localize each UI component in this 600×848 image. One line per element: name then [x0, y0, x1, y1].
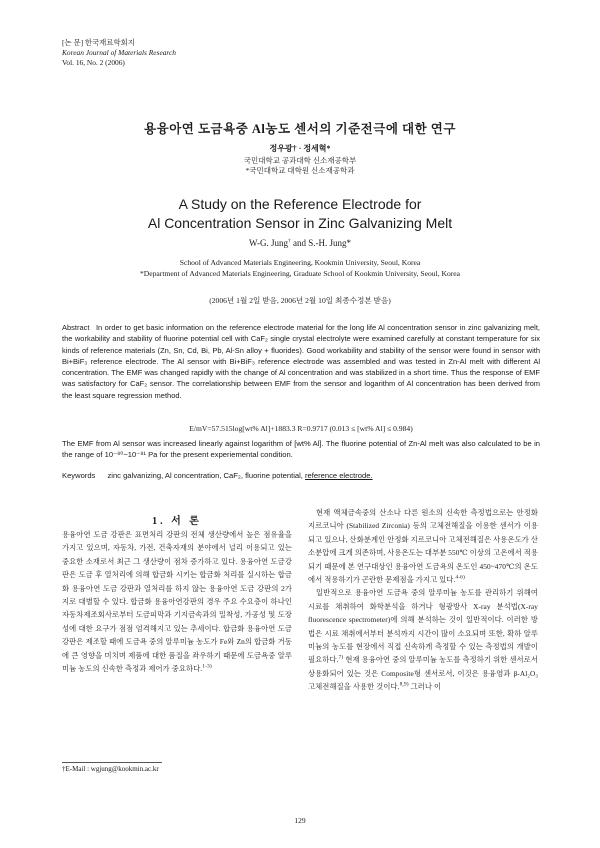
body-right-text-3: 현재 용융아연 중의 알루미늄 농도를 측정하기 위한 센서로서 상용화되어 있는 것은 Composite형 센서로서, 이것은 용융염과 β-Al₂O₃ 고체전해질을 사용한 것이다. [308, 655, 538, 692]
received-dates: (2006년 1월 2일 받음, 2006년 2월 10일 최종수정본 받음) [209, 296, 391, 305]
author-2: S.-H. Jung* [308, 238, 351, 248]
keywords-text: zinc galvanizing, Al concentration, CaF₂, fluorine potential, [107, 471, 306, 480]
body-column-left [62, 528, 292, 675]
page-number: 129 [294, 816, 306, 825]
citation-ref: 1-3) [202, 663, 212, 670]
body-right-text-tail: 그러나 이 [408, 682, 442, 692]
citation-ref: 7) [338, 655, 344, 662]
authors-english [0, 238, 600, 248]
authors-korean: 정우광† · 정세혁* [269, 144, 331, 153]
title-english-line-2: Al Concentration Sensor in Zinc Galvanizing Melt [147, 215, 453, 231]
journal-header [62, 38, 176, 68]
body-column-right [308, 506, 538, 694]
affiliations-korean [0, 156, 600, 176]
title-english [0, 195, 600, 233]
affiliation-ko-1: 국민대학교 공과대학 신소재공학부 [243, 156, 357, 165]
journal-name-ko: [논 문] 한국재료학회지 [62, 38, 135, 47]
body-right-text-2: 일반적으로 용융아연 도금욕 중의 알루미늄 농도를 관리하기 위해여 시료를 채취하여 화학분석을 하거나 형광방사 X-ray 분석법(X-ray fluorescence spectrometer)에 의해 분석하는 것이 일반적이다. 이러한 방법은 시료 채취에서부터 분석까지 시간이 많이 소요되며 또한, 확하 알루미늄의 농도를 현장에서 직접 신속하게 측정할 수 있는 측정법의 개발이 필요하다. [308, 588, 538, 665]
abstract [62, 322, 540, 401]
title-english-line-1: A Study on the Reference Electrode for [178, 196, 422, 212]
title-korean: 용융아연 도금욕중 Al농도 센서의 기준전극에 대한 연구 [144, 122, 456, 136]
journal-name-en: Korean Journal of Materials Research [62, 48, 176, 57]
body-right-text-1: 현재 액체금속중의 산소나 다른 원소의 신속한 측정법으로는 안정화 지르코니아 (Stabilized Zirconia) 등의 고체전해질을 이용한 센서가 이용되고 있으나, 산화분계인 안정화 지르코니아 고체전해질은 사용온도가 산소분압에 크게 의존하며, 사용온도는 대부분 550℃ 이상의 고온에서 적용되기 때문에 본 연구대상인 용융아연 도금욕의 온도인 450~470℃의 온도에서 적용하기가 곤란한 문제점을 가지고 있다. [308, 508, 538, 585]
citation-ref: 8,9) [399, 681, 409, 688]
affiliation-en-1: School of Advanced Materials Engineering, Kookmin University, Seoul, Korea [179, 258, 421, 267]
author-1: W-G. Jung [248, 238, 288, 248]
corresponding-mark: † [287, 238, 291, 244]
affiliation-ko-2: *국민대학교 대학원 신소재공학과 [245, 166, 355, 175]
body-right-para-2 [308, 586, 538, 693]
keywords-underlined: reference electrode. [305, 471, 373, 480]
keywords-label: Keywords [62, 471, 96, 480]
citation-ref: 4-6) [455, 574, 465, 581]
body-right-para-1 [308, 506, 538, 586]
author-separator: and [290, 238, 309, 248]
abstract-label: Abstract [62, 323, 90, 332]
abstract-text: In order to get basic information on the reference electrode material for the long life Al concentration sensor in zinc galvanizing melt, the workability and stability of fluorine potential cell with CaF₂ single crystal electrolyte were examined carefully at constant temperature for six kinds of reference materials (Zn, Sn, Cd, Bi, Pb, Al-Sn alloy + fluorides). Good workability and stability of the sensor were found in sensor with Bi+BiF₃ reference electrode. The Al sensor with Bi+BiF₃ reference electrode was assembled and was tested in Zn-Al melt with different Al concentration. The EMF was changed rapidly with the change of Al concentration and was stabilized in a short time. Thus the response of EMF was satisfactory for CaF₂ sensor. The correlationship between EMF from the sensor and logarithm of Al concentration has been derived from the least square regression method. [62, 323, 540, 400]
body-left-text: 용융아연 도금 강판은 표면처리 강판의 전체 생산량에서 높은 점유율을 가지고 있으며, 자동차, 가전, 건축자재의 분야에서 널리 이용되고 있는 중요한 소재로서 최근 그 생산량이 점차 증가하고 있다. 용융아연 도금강판은 도금 후 열처리에 의해 합금화 시키는 합금화 처리를 실시하는 합금화 용융아연 도금 강판과 열처리를 하지 않는 용융아연 도금 강판의 2가지로 대별할 수 있다. 합금화 용융아연강판의 경우 주요 수요층이 하나인 자동차제조회사로부터 도금피막과 기지금속과의 밀착성, 가공성 및 도장성에 대한 요구가 점점 엄격해지고 있는 추세이다. 합금화 용융아연 도금 강판은 제조할 때에 도금욕 중의 알루미늄 농도가 Fe와 Zn의 합금화 거동에 큰 영향을 미치며 제품에 대한 품질을 좌우하기 때문에 도금욕중 알루미늄 농도의 신속한 측정과 제어가 중요하다. [62, 530, 292, 674]
footnote-divider [62, 762, 162, 763]
abstract-conclusion: The EMF from Al sensor was increased linearly against logarithm of [wt% Al]. The fluorine potential of Zn-Al melt was also calculated to be in the range of 10⁻⁸⁰~10⁻⁸¹ Pa for the present experiemental condition. [62, 439, 540, 460]
keywords [62, 471, 540, 480]
footnote-email: †E-Mail : wgjung@kookmin.ac.kr [62, 765, 159, 773]
affiliations-english [0, 257, 600, 279]
section-heading-introduction: 1. 서 론 [152, 516, 202, 527]
regression-equation: E/mV=57.515log[wt% Al]+1883.3 R=0.9717 (0.013 ≤ [wt% Al] ≤ 0.984) [189, 424, 413, 433]
affiliation-en-2: *Department of Advanced Materials Engineering, Graduate School of Kookmin University, Seoul, Korea [139, 269, 461, 278]
journal-volume: Vol. 16, No. 2 (2006) [62, 58, 125, 67]
